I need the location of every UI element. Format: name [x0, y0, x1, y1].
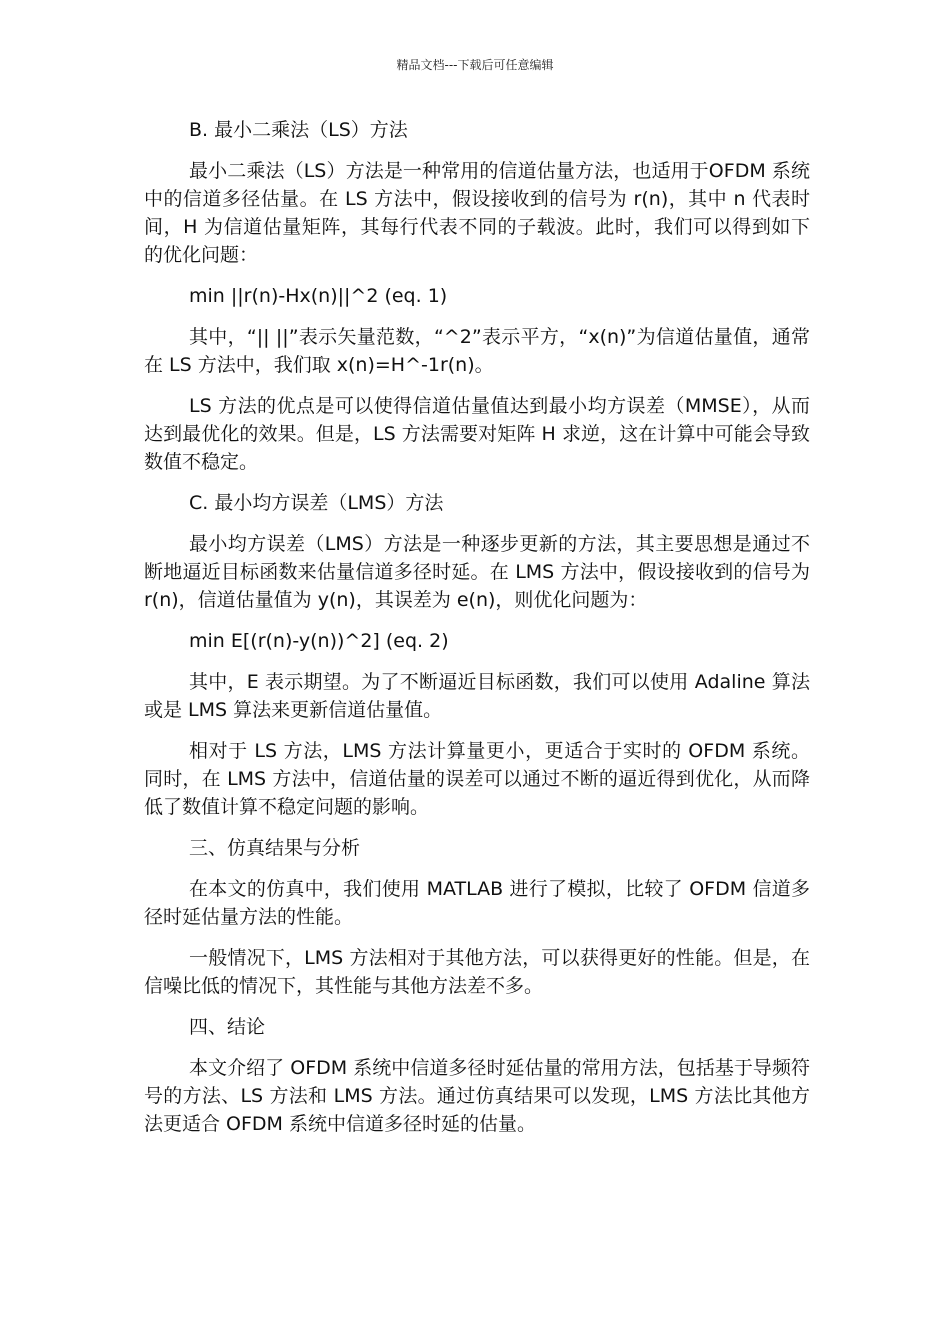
- paragraph-simulation-results: 一般情况下，LMS 方法相对于其他方法，可以获得更好的性能。但是，在信噪比低的情况下，其性能与其他方法差不多。: [144, 947, 810, 997]
- equation-2: min E[(r(n)-y(n))^2] (eq. 2): [189, 630, 449, 652]
- section-heading-ls: B. 最小二乘法（LS）方法: [189, 119, 408, 141]
- document-body: [144, 116, 810, 1151]
- paragraph-ls-pros-cons: LS 方法的优点是可以使得信道估量值达到最小均方误差（MMSE），从而达到最优化的效果。但是，LS 方法需要对矩阵 H 求逆，这在计算中可能会导致数值不稳定。: [144, 395, 810, 473]
- page-header: 精品文档---下载后可任意编辑: [396, 58, 554, 72]
- paragraph-simulation-setup: 在本文的仿真中，我们使用 MATLAB 进行了模拟，比较了 OFDM 信道多径时延估量方法的性能。: [144, 878, 810, 928]
- section-heading-lms: C. 最小均方误差（LMS）方法: [189, 492, 444, 514]
- section-heading-simulation: 三、仿真结果与分析: [189, 837, 361, 859]
- section-heading-conclusion: 四、结论: [189, 1016, 266, 1038]
- paragraph-conclusion: 本文介绍了 OFDM 系统中信道多径时延估量的常用方法，包括基于导频符号的方法、LS 方法和 LMS 方法。通过仿真结果可以发现，LMS 方法比其他方法更适合 OFDM 系统中信道多径时延的估量。: [144, 1057, 810, 1135]
- paragraph-lms-comparison: 相对于 LS 方法，LMS 方法计算量更小，更适合于实时的 OFDM 系统。同时，在 LMS 方法中，信道估量的误差可以通过不断的逼近得到优化，从而降低了数值计算不稳定问题的影响。: [144, 740, 810, 818]
- paragraph-lms-intro: 最小均方误差（LMS）方法是一种逐步更新的方法，其主要思想是通过不断地逼近目标函数来估量信道多径时延。在 LMS 方法中，假设接收到的信号为 r(n)，信道估量值为 y(n)，其误差为 e(n)，则优化问题为：: [144, 533, 810, 611]
- paragraph-lms-notation: 其中，E 表示期望。为了不断逼近目标函数，我们可以使用 Adaline 算法或是 LMS 算法来更新信道估量值。: [144, 671, 810, 721]
- paragraph-ls-intro: 最小二乘法（LS）方法是一种常用的信道估量方法，也适用于OFDM 系统中的信道多径估量。在 LS 方法中，假设接收到的信号为 r(n)，其中 n 代表时间，H 为信道估量矩阵，其每行代表不同的子载波。此时，我们可以得到如下的优化问题：: [144, 160, 810, 266]
- equation-1: min ||r(n)-Hx(n)||^2 (eq. 1): [189, 285, 448, 307]
- paragraph-ls-notation: 其中，“|| ||”表示矢量范数，“^2”表示平方，“x(n)”为信道估量值，通常在 LS 方法中，我们取 x(n)=H^-1r(n)。: [144, 326, 810, 376]
